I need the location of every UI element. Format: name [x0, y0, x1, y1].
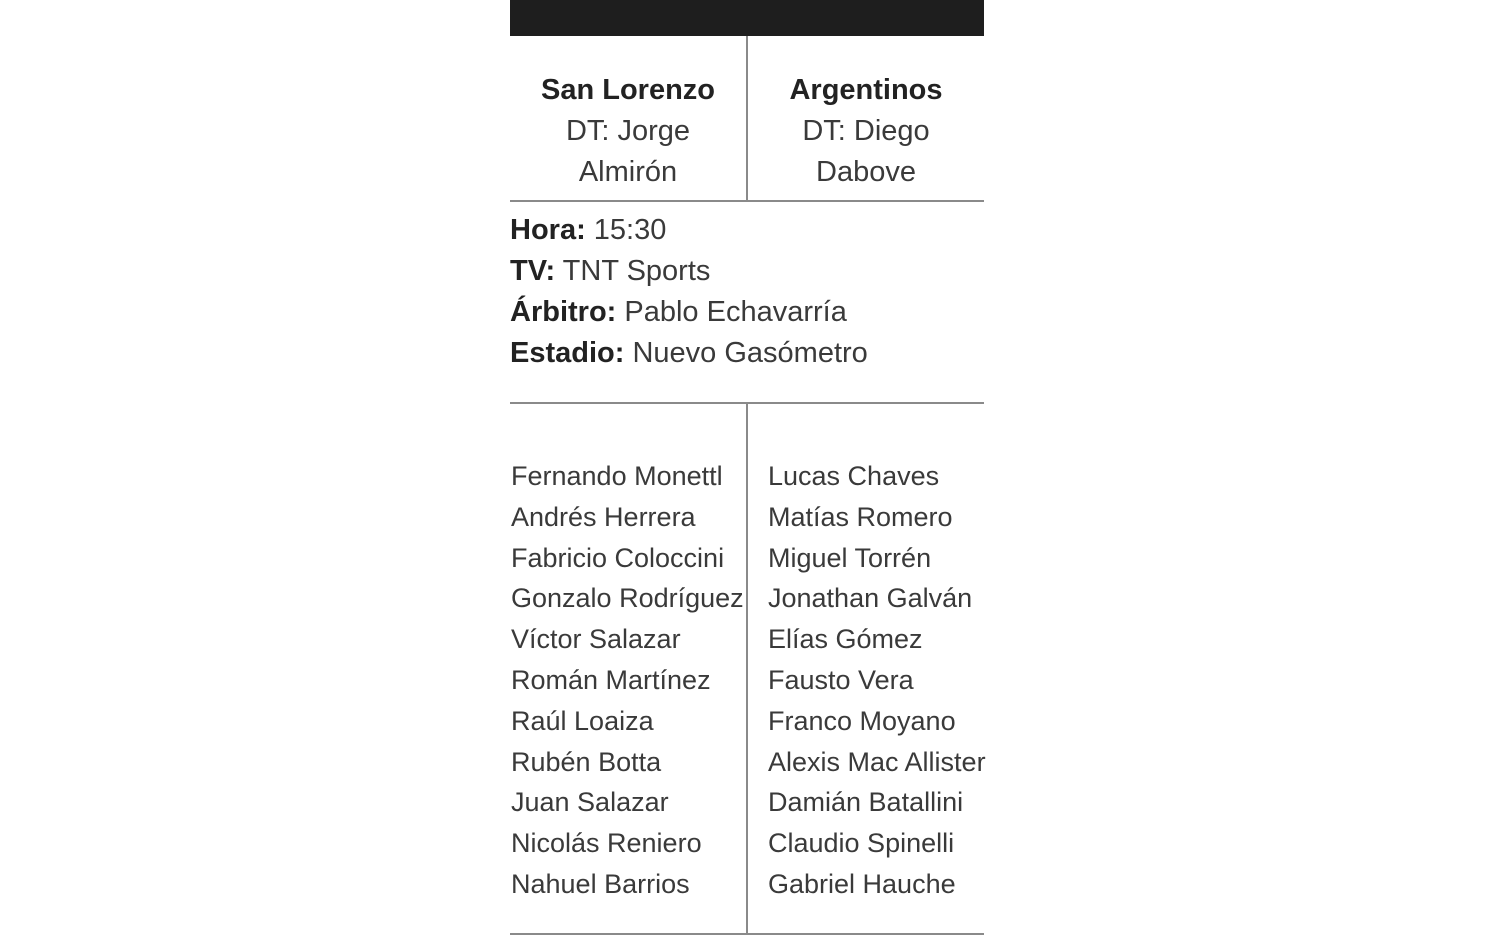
home-player: Fabricio Coloccini — [511, 542, 725, 573]
home-player: Andrés Herrera — [511, 501, 696, 532]
away-team-block — [748, 70, 984, 193]
arbitro-value: Pablo Echavarría — [624, 296, 847, 328]
away-player: Gabriel Hauche — [768, 868, 956, 899]
match-info — [510, 210, 984, 374]
tv-value: TNT Sports — [562, 255, 711, 287]
tv-label: TV: — [510, 255, 556, 287]
info-row-hora — [510, 210, 984, 251]
away-coach-line1: DT: Diego — [802, 115, 930, 147]
away-coach-line2: Dabove — [816, 156, 916, 188]
info-row-estadio — [510, 333, 984, 374]
away-player: Miguel Torrén — [768, 542, 932, 573]
home-player: Juan Salazar — [511, 787, 669, 818]
info-row-tv — [510, 251, 984, 292]
away-team-name: Argentinos — [789, 74, 943, 106]
away-player: Claudio Spinelli — [768, 828, 955, 859]
away-player: Fausto Vera — [768, 664, 914, 695]
home-player: Nahuel Barrios — [511, 868, 690, 899]
home-player: Fernando Monettl — [511, 461, 723, 491]
match-card — [510, 0, 984, 937]
away-player: Franco Moyano — [768, 705, 956, 736]
hora-value: 15:30 — [593, 214, 667, 246]
arbitro-label: Árbitro: — [510, 296, 617, 328]
away-player: Alexis Mac Allister — [768, 746, 986, 777]
away-player: Matías Romero — [768, 501, 953, 532]
header-bar — [510, 0, 984, 36]
away-lineup — [768, 456, 986, 905]
home-player: Raúl Loaiza — [511, 705, 654, 736]
estadio-label: Estadio: — [510, 337, 625, 369]
home-player: Gonzalo Rodríguez — [511, 583, 744, 614]
away-player: Damián Batallini — [768, 787, 964, 818]
away-player: Elías Gómez — [768, 624, 923, 655]
home-coach-line2: Almirón — [578, 156, 678, 188]
lineups-divider — [746, 404, 748, 934]
estadio-value: Nuevo Gasómetro — [632, 337, 868, 369]
home-lineup — [511, 456, 744, 905]
hora-label: Hora: — [510, 214, 586, 246]
home-player: Nicolás Reniero — [511, 828, 702, 859]
info-row-arbitro — [510, 292, 984, 333]
away-player: Jonathan Galván — [768, 583, 973, 614]
home-player: Román Martínez — [511, 664, 711, 695]
lineups-section — [510, 404, 984, 934]
teams-section — [510, 36, 984, 202]
home-team-name: San Lorenzo — [540, 74, 715, 106]
bottom-rule — [510, 933, 984, 935]
home-player: Víctor Salazar — [511, 624, 681, 655]
home-player: Rubén Botta — [511, 746, 662, 777]
home-coach-line1: DT: Jorge — [565, 115, 691, 147]
home-team-block — [510, 70, 746, 193]
away-player: Lucas Chaves — [768, 461, 940, 491]
